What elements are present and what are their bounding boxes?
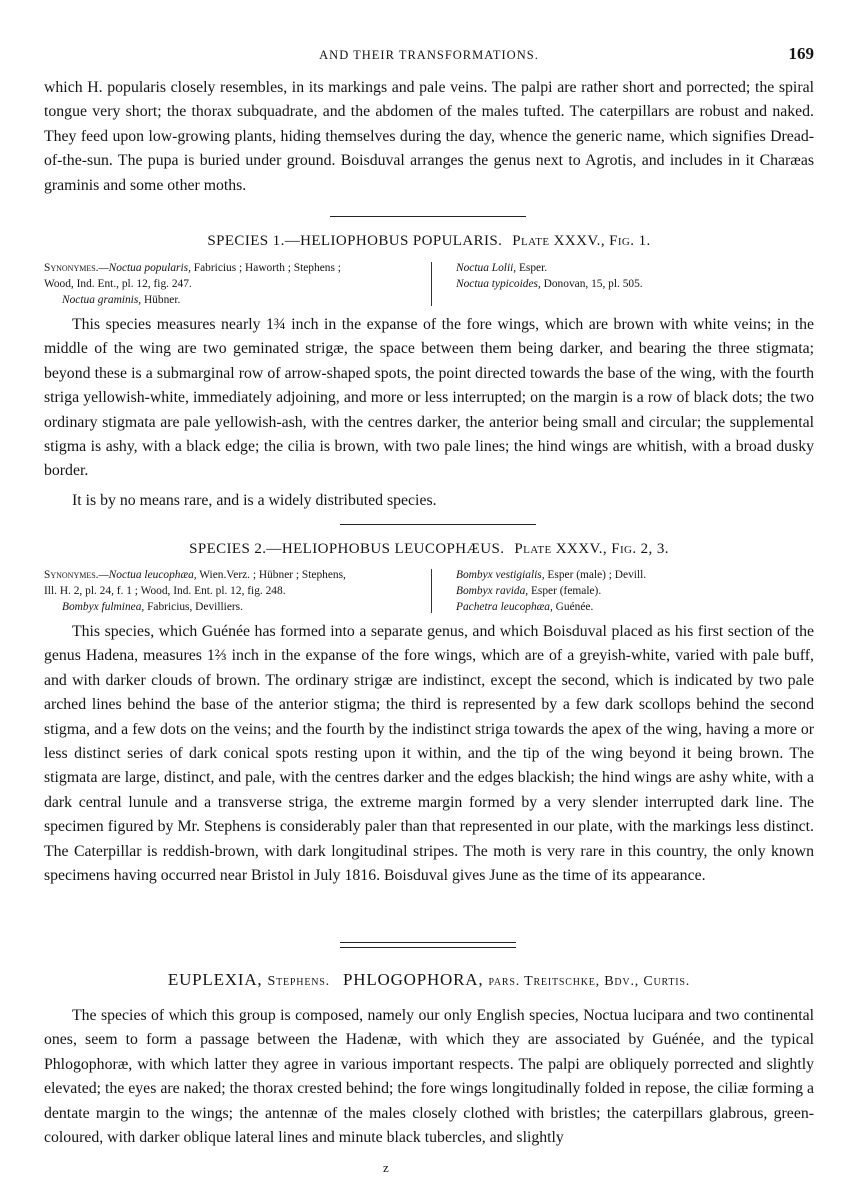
genus-name: EUPLEXIA, — [167, 970, 263, 989]
synonym-reference: Fabricius ; Haworth ; Stephens ; — [190, 262, 341, 274]
synonym-line — [456, 599, 816, 615]
species-2-plate: Plate XXXV., Fig. 2, 3. — [514, 541, 669, 557]
species-1-synonyms — [44, 260, 814, 310]
synonym-reference: Ill. H. 2, pl. 24, f. 1 ; Wood, Ind. Ent. pl. 12, fig. 248. — [44, 585, 286, 597]
species-1-heading — [44, 233, 814, 250]
genus-alt-authors: pars. Treitschke, Bdv., Curtis. — [488, 974, 691, 989]
species-2-description: This species, which Guénée has formed into a separate genus, and which Boisduval placed as his first section of the genus Hadena, measures 1⅔ inch in the expanse of the fore wings, which are of a greyish-white, varied with pale buff, and with darker clouds of brown. The ordinary strigæ are indistinct, except the second, which is indicated by two pale arched lines behind the base of the anterior stigma; the third is represented by a few dark scollops behind the second stigma, and a few dots on the veins; and the fourth by the indistinct striga towards the apex of the wing, having a more or less distinct series of dark conical spots resting upon it within, and the tip of the wing beyond it being brown. The stigmata are large, distinct, and pale, with the centres darker and the edges blackish; the hind wings are ashy white, with a dark central lunule and a transverse striga, the extreme margin formed by a very slender interrupted dark line. The specimen figured by Mr. Stephens is considerably paler than that represented in our plate, with the markings less distinct. The Caterpillar is reddish-brown, with dark longitudinal stripes. The moth is very rare in this country, the only known specimens having occurred near Bristol in July 1816. Boisduval gives June as the time of its appearance. — [44, 623, 814, 885]
signature-mark: z — [383, 1160, 389, 1175]
synonym-name: Noctua typicoides, — [456, 278, 541, 290]
synonym-reference: Esper (male) ; Devill. — [544, 569, 647, 581]
intro-paragraph: which H. popularis closely resembles, in its markings and pale veins. The palpi are rather short and porrected; the spiral tongue very short; the thorax subquadrate, and the abdomen of the males tufted. The caterpillars are robust and naked. They feed upon low-growing plants, hiding themselves during the day, whence the generic name, which signifies Dread-of-the-sun. The pupa is buried under ground. Boisduval arranges the genus next to Agrotis, and includes in it Charæas graminis and some other moths. — [44, 79, 814, 194]
species-1-note: It is by no means rare, and is a widely distributed species. — [72, 492, 437, 509]
synonym-name: —Noctua popularis, — [98, 262, 191, 274]
genus-heading — [44, 970, 814, 990]
section-divider — [340, 524, 536, 525]
species-1-description: This species measures nearly 1¾ inch in the expanse of the fore wings, which are brown with white veins; in the middle of the wing are two geminated strigæ, the space between them being darker, and bearing the three stigmata; beyond these is a submarginal row of arrow-shaped spots, the point directed towards the base of the wing, with the fourth striga yellowish-white, immediately adjoining, and more or less interrupted; on the margin is a row of black dots; the two ordinary stigmata are pale yellowish-ash, with the centres darker, the anterior being small and circular; the supplemental stigma is ashy, with a black edge; the cilia is brown, with two pale lines; the hind wings are whitish, with a broad dusky border. — [44, 316, 814, 480]
synonyms-left-column — [44, 260, 422, 308]
synonym-name: Bombyx fulminea, — [62, 601, 145, 613]
synonym-reference: Wien.Verz. ; Hübner ; Stephens, — [196, 569, 346, 581]
synonym-line — [44, 260, 422, 276]
synonym-reference: Guénée. — [552, 601, 594, 613]
species-2-title: SPECIES 2.—HELIOPHOBUS LEUCOPHÆUS. — [189, 541, 505, 557]
running-title: AND THEIR TRANSFORMATIONS. — [319, 48, 539, 62]
synonym-reference: Wood, Ind. Ent., pl. 12, fig. 247. — [44, 278, 192, 290]
synonym-name: Noctua graminis, — [62, 294, 142, 306]
synonym-reference: Esper (female). — [528, 585, 602, 597]
synonym-name: —Noctua leucophæa, — [98, 569, 197, 581]
synonyms-right-column — [456, 260, 816, 292]
synonyms-divider — [431, 569, 432, 613]
species-2-heading — [44, 541, 814, 558]
synonyms-divider — [431, 262, 432, 306]
synonym-reference: Esper. — [516, 262, 548, 274]
genus-divider — [340, 942, 516, 948]
book-page — [44, 0, 814, 1200]
synonym-reference: Donovan, 15, pl. 505. — [540, 278, 643, 290]
species-1-plate: Plate XXXV., Fig. 1. — [512, 233, 651, 249]
synonym-line — [44, 292, 422, 308]
species-1-title: SPECIES 1.—HELIOPHOBUS POPULARIS. — [207, 233, 503, 249]
synonym-line — [456, 583, 816, 599]
synonym-line — [44, 583, 422, 599]
genus-description: The species of which this group is composed, namely our only English species, Noctua lucipara and two continental ones, seem to form a passage between the Hadenæ, with which they are associated by Guénée, and the typical Phlogophoræ, with which latter they agree in various important respects. The palpi are obliquely porrected and slightly elevated; the eyes are naked; the thorax crested behind; the fore wings longitudinally folded in repose, the ciliæ forming a dentate margin to the wings; the antennæ of the males closely clothed with bristles; the caterpillars glabrous, green-coloured, with darker oblique lateral lines and minute black tubercles, and slightly — [44, 1007, 814, 1147]
synonyms-left-column — [44, 567, 422, 615]
synonym-reference: Fabricius, Devilliers. — [144, 601, 243, 613]
synonyms-label: Synonymes. — [44, 569, 99, 581]
genus-alt-name: PHLOGOPHORA, — [342, 970, 484, 989]
genus-author: Stephens. — [267, 974, 330, 989]
synonym-line — [456, 567, 816, 583]
synonym-name: Pachetra leucophæa, — [456, 601, 553, 613]
synonyms-label: Synonymes. — [44, 262, 99, 274]
page-number: 169 — [788, 44, 814, 63]
synonym-line — [456, 260, 816, 276]
synonym-line — [44, 599, 422, 615]
synonym-line — [44, 276, 422, 292]
synonym-name: Bombyx ravida, — [456, 585, 529, 597]
synonyms-right-column — [456, 567, 816, 615]
species-2-synonyms — [44, 567, 814, 617]
synonym-name: Bombyx vestigialis, — [456, 569, 545, 581]
running-head — [44, 44, 814, 66]
section-divider — [330, 216, 526, 217]
synonym-reference: Hübner. — [141, 294, 181, 306]
synonym-line — [456, 276, 816, 292]
synonym-line — [44, 567, 422, 583]
synonym-name: Noctua Lolii, — [456, 262, 517, 274]
